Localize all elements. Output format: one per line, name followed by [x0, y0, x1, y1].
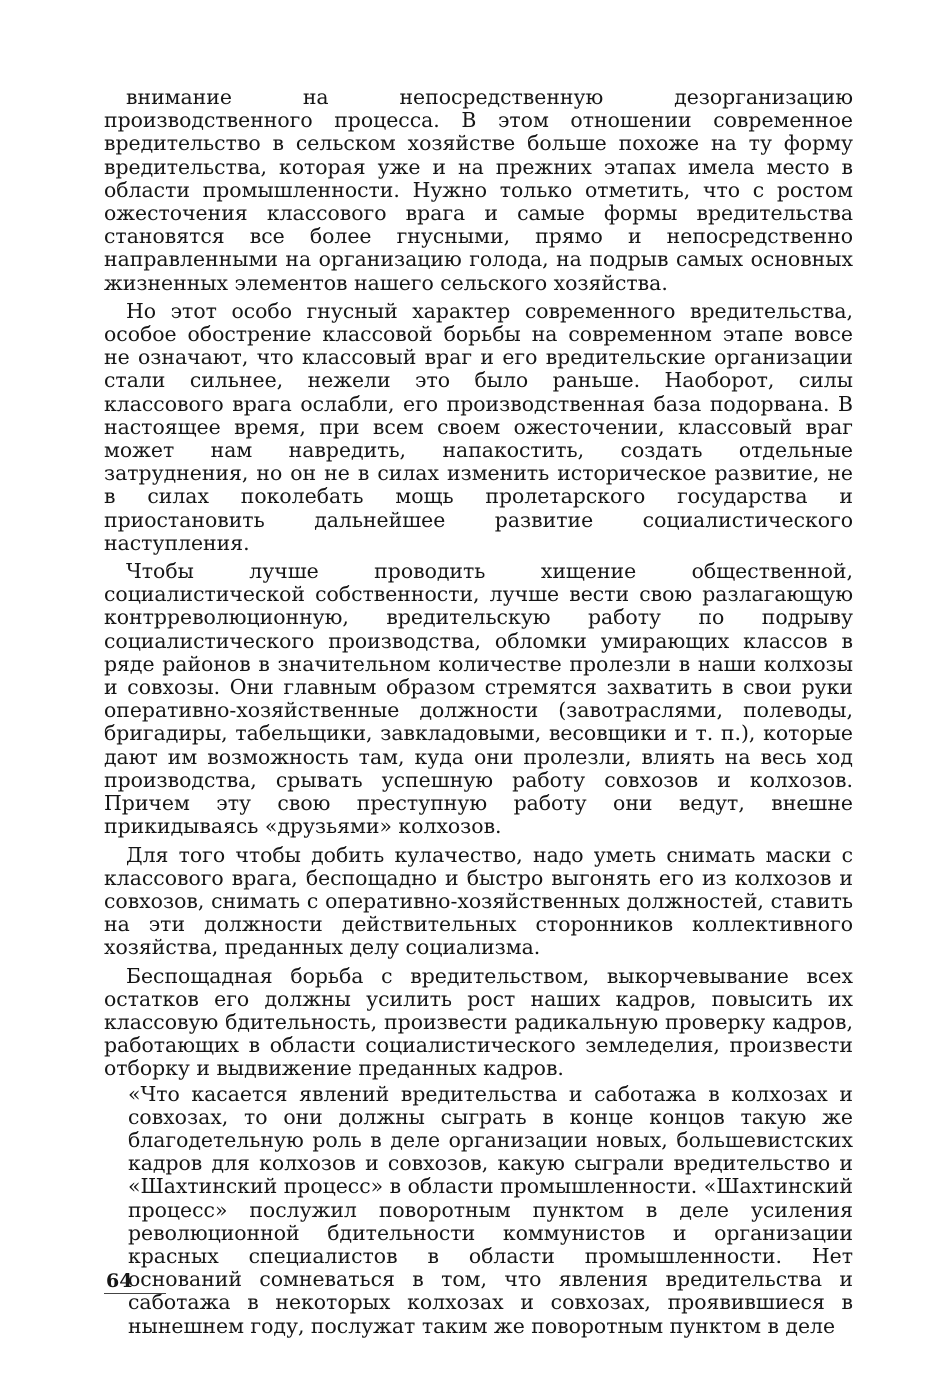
- page-number: 64: [106, 1270, 133, 1292]
- paragraph-3: Чтобы лучше проводить хищение общественной, социалистической собственности, лучше вести свою разлагающую контрреволюционную, вредительскую работу по подрыву социалистического производства, обломки умирающих классов в ряде районов в значительном количестве пролезли в наши колхозы и совхозы. Они главным образом стремятся захватить в свои руки оперативно-хозяйственные должности (завотраслями, полеводы, бригадиры, табельщики, завкладовыми, весовщики и т. п.), которые дают им возможность там, куда они пролезли, влиять на весь ход производства, срывать успешную работу совхозов и колхозов. Причем эту свою преступную работу они ведут, внешне прикидываясь «друзьями» колхозов.: [104, 559, 853, 839]
- paragraph-2: Но этот особо гнусный характер современного вредительства, особое обострение классовой борьбы на современном этапе вовсе не означают, что классовый враг и его вредительские организации стали сильнее, нежели это было раньше. Наоборот, силы классового врага ослабли, его производственная база подорвана. В настоящее время, при всем своем ожесточении, классовый враг может нам навредить, напакостить, создать отдельные затруднения, но он не в силах изменить историческое развитие, не в силах поколебать мощь пролетарского государства и приостановить дальнейшее развитие социалистического наступления.: [104, 298, 853, 555]
- paragraph-4: Для того чтобы добить кулачество, надо уметь снимать маски с классового врага, беспощадно и быстро выгонять его из колхозов и совхозов, снимать с оперативно-хозяйственных должностей, ставить на эти должности действительных сторонников коллективного хозяйства, преданных делу социализма.: [104, 842, 853, 960]
- page-body: [104, 86, 853, 1338]
- quotation: «Что касается явлений вредительства и саботажа в колхозах и совхозах, то они должны сыграть в конце концов такую же благодетельную роль в деле организации новых, большевистских кадров для колхозов и совхозов, какую сыграли вредительство и «Шахтинский процесс» в области промышленности. «Шахтинский процесс» послужил поворотным пунктом в деле усиления революционной бдительности коммунистов и организации красных специалистов в области промышленности. Нет оснований сомневаться в том, что явления вредительства и саботажа в некоторых колхозах и совхозах, проявившиеся в нынешнем году, послужат таким же поворотным пунктом в деле: [128, 1081, 853, 1338]
- footer-rule: [104, 1293, 166, 1294]
- paragraph-5: Беспощадная борьба с вредительством, выкорчевывание всех остатков его должны усилить рост наших кадров, повысить их классовую бдительность, произвести радикальную проверку кадров, работающих в области социалистического земледелия, произвести отборку и выдвижение преданных кадров.: [104, 963, 853, 1081]
- paragraph-1: внимание на непосредственную дезорганизацию производственного процесса. В этом отношении современное вредительство в сельском хозяйстве больше похоже на ту форму вредительства, которая уже и на прежних этапах имела место в области промышленности. Нужно только отметить, что с ростом ожесточения классового врага и самые формы вредительства становятся все более гнусными, прямо и непосредственно направленными на организацию голода, на подрыв самых основных жизненных элементов нашего сельского хозяйства.: [104, 85, 853, 295]
